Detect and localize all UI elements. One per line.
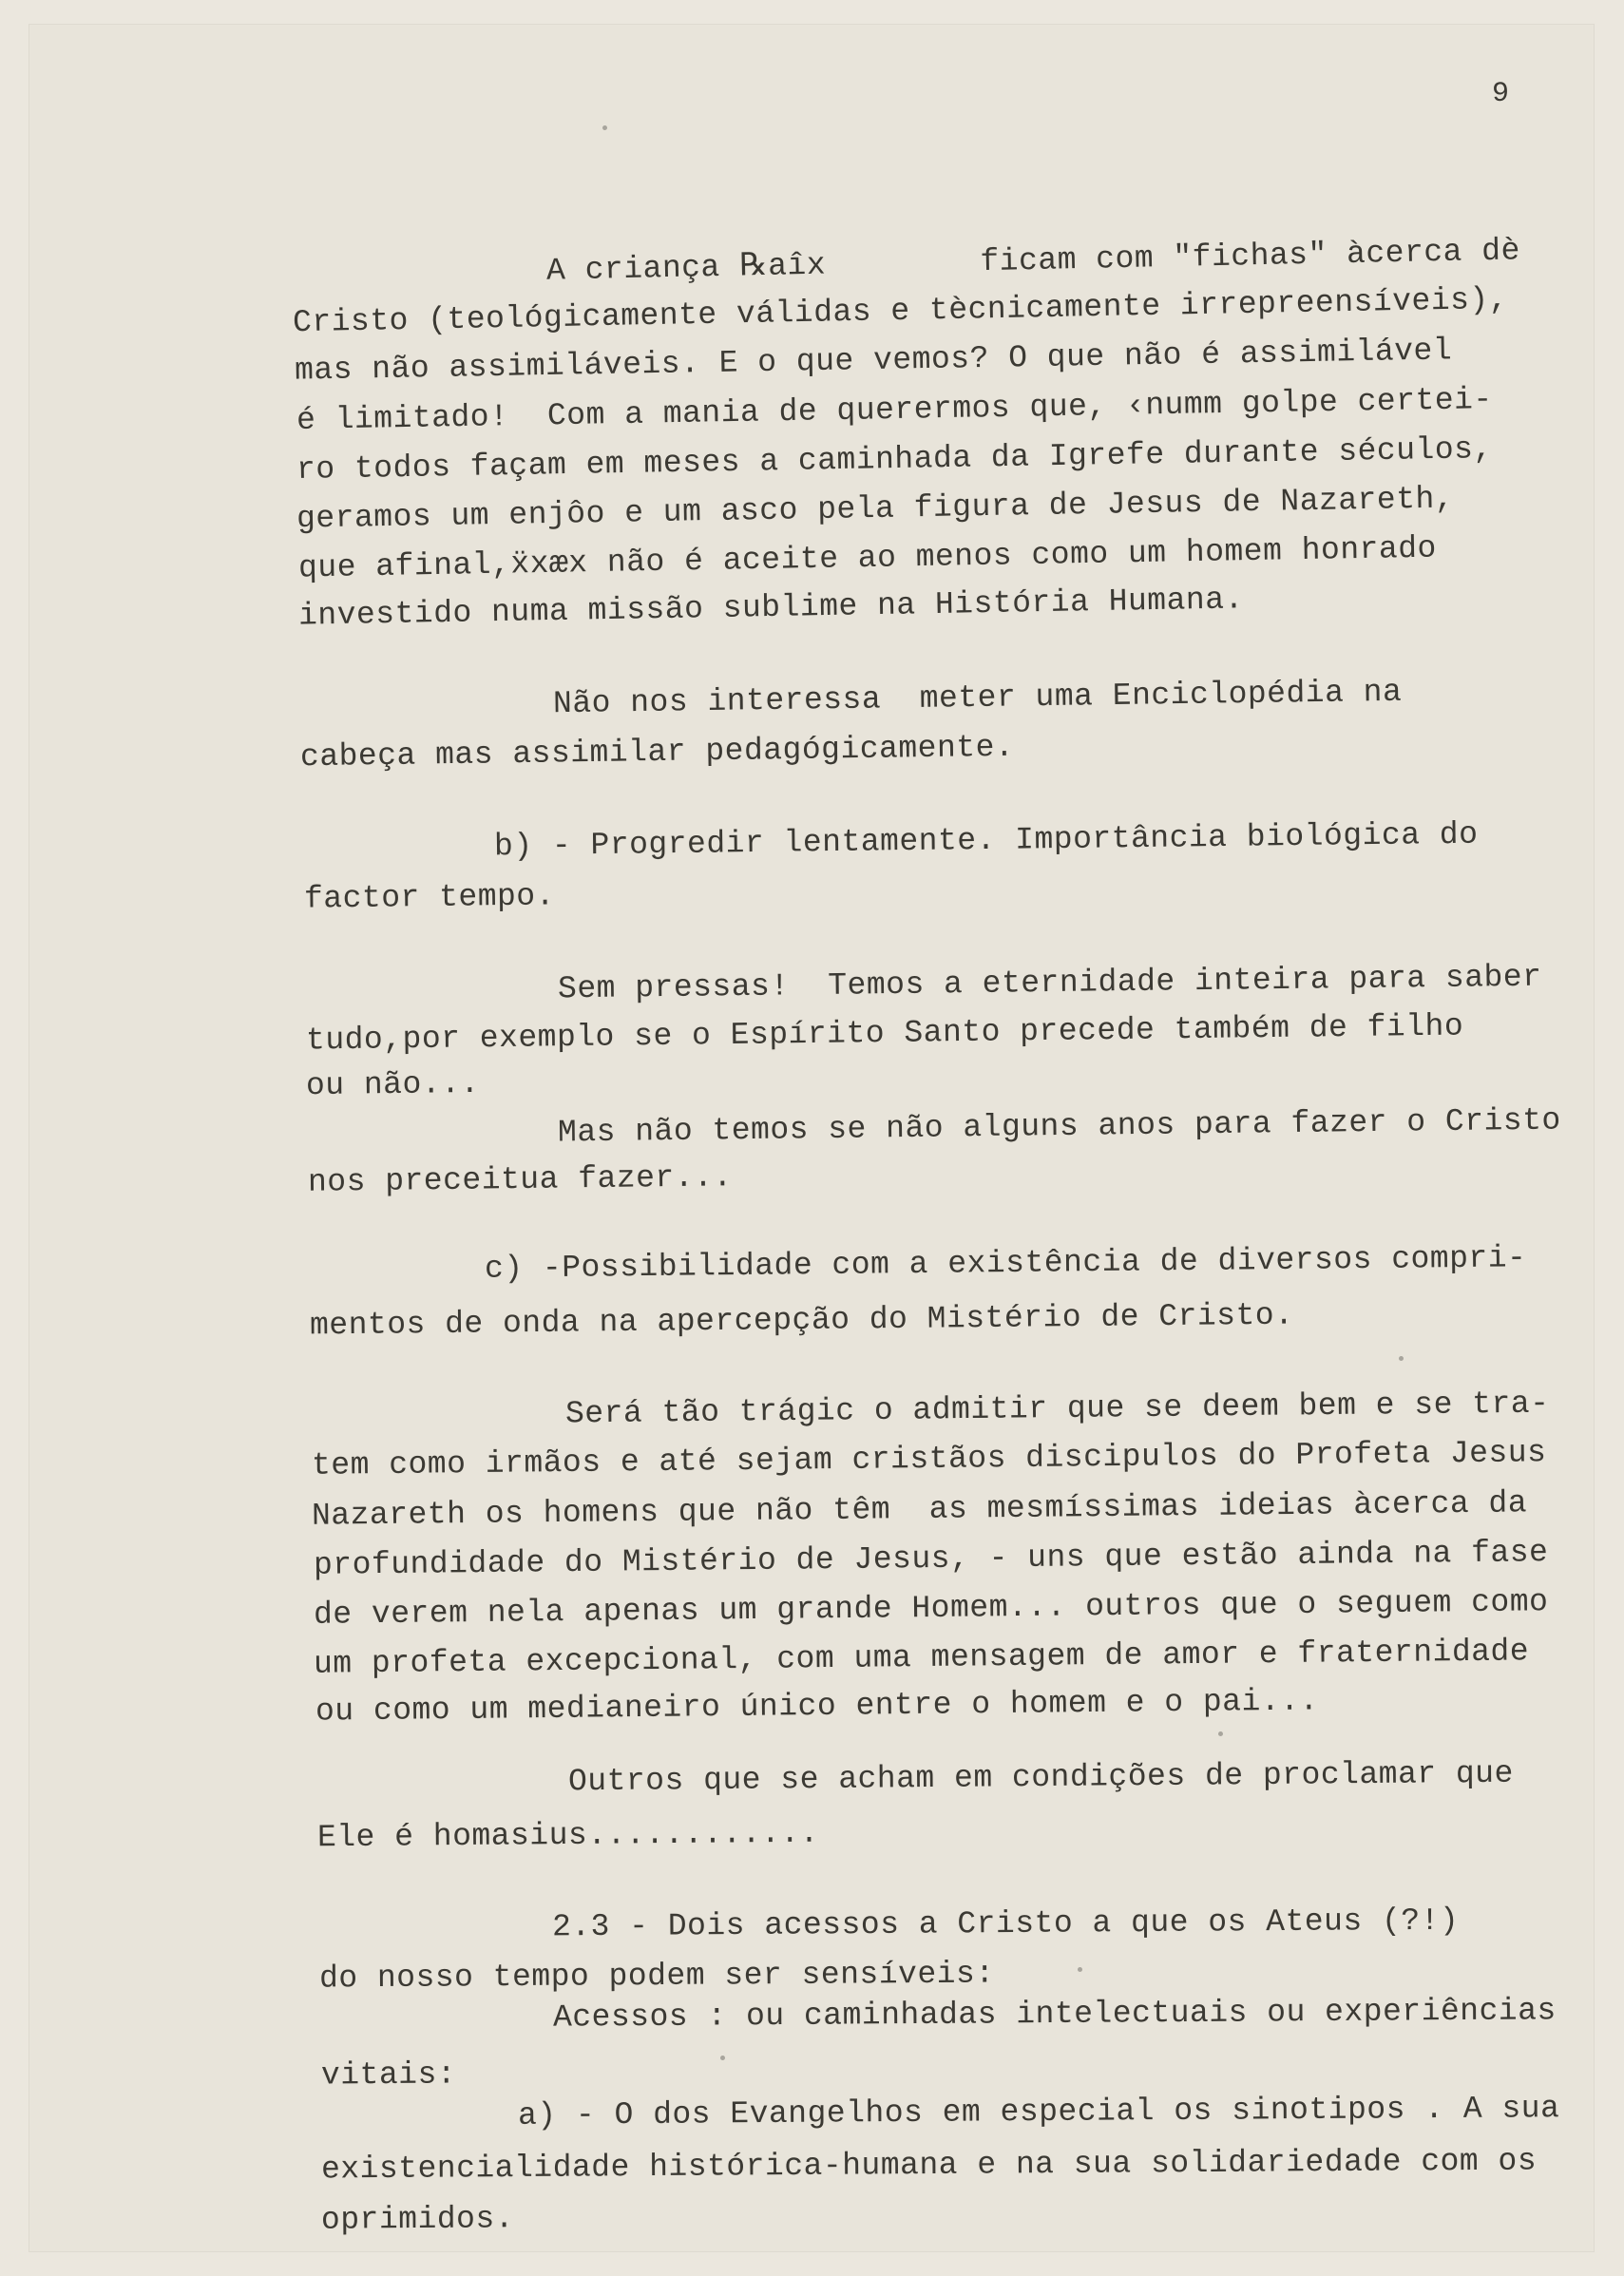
text-line: ou como um medianeiro único entre o homem e o pai... [315,1683,1319,1730]
text-line: 2.3 - Dois acessos a Cristo a que os Ateus (?!) [551,1903,1460,1945]
stray-mark [1218,1731,1223,1736]
text-line: Mas não temos se não alguns anos para fazer o Cristo [557,1102,1561,1151]
text-line: é limitado! Com a mania de querermos que, ‹numm golpe certei- [296,382,1494,438]
text-line: tudo,por exemplo se o Espírito Santo precede também de filho [305,1008,1464,1059]
text-line: Outros que se acham em condições de proclamar que [567,1755,1514,1800]
text-line: que afinal,ẍxæx não é aceite ao menos como um homem honrado [297,530,1438,586]
text-line: Não nos interessa meter uma Enciclopédia na [552,674,1403,722]
text-line: ro todos façam em meses a caminhada da Igrefe durante séculos, [296,431,1494,488]
text-line: oprimidos. [320,2201,515,2238]
text-line: investido numa missão sublime na História Humana. [297,582,1245,634]
text-line: Nazareth os homens que não têm as mesmíssimas ideias àcerca da [311,1485,1528,1534]
text-line: ou não... [305,1065,480,1104]
text-line: profundidade do Mistério de Jesus, - uns que estão ainda na fase [313,1535,1549,1583]
text-line: a) - O dos Evangelhos em especial os sinotipos . A sua [517,2091,1560,2133]
stray-mark [1399,1356,1404,1361]
text-line: A criança ℞aîx ficam com "fichas" àcerca dè [545,233,1521,289]
text-line: do nosso tempo podem ser sensíveis: [318,1956,995,1997]
text-line: vitais: [320,2056,457,2094]
text-line: Cristo (teológicamente válidas e tècnicamente irrepreensíveis), [292,281,1509,341]
text-line: tem como irmãos e até sejam cristãos discipulos do Profeta Jesus [311,1435,1547,1483]
text-line: mas não assimiláveis. E o que vemos? O que não é assimilável [294,333,1453,389]
text-line: mentos de onda na apercepção do Mistério de Cristo. [309,1297,1294,1344]
stray-mark [1078,1967,1082,1972]
text-line: geramos um enjôo e um asco pela figura de Jesus de Nazareth, [296,481,1455,537]
text-line: factor tempo. [303,878,556,917]
text-line: de verem nela apenas um grande Homem... outros que o seguem como [313,1584,1549,1633]
text-line: nos preceitua fazer... [307,1159,733,1200]
text-line: Acessos : ou caminhadas intelectuais ou experiências [552,1993,1557,2036]
text-line: Sem pressas! Temos a eternidade inteira para saber [557,959,1542,1007]
text-line: Será tão trágic o admitir que se deem bem e se tra- [564,1386,1550,1432]
text-line: c) -Possibilidade com a existência de diversos compri- [484,1240,1527,1287]
text-line: existencialidade histórica-humana e na sua solidariedade com os [320,2143,1538,2188]
text-line: um profeta excepcional, com uma mensagem de amor e fraternidade [313,1634,1530,1682]
text-line: Ele é homasius............ [316,1815,820,1856]
page-number: 9 [1492,78,1510,110]
stray-mark [602,125,607,130]
stray-mark [720,2056,725,2060]
text-line: b) - Progredir lentamente. Importância biológica do [493,816,1479,865]
text-line: cabeça mas assimilar pedagógicamente. [299,729,1015,775]
